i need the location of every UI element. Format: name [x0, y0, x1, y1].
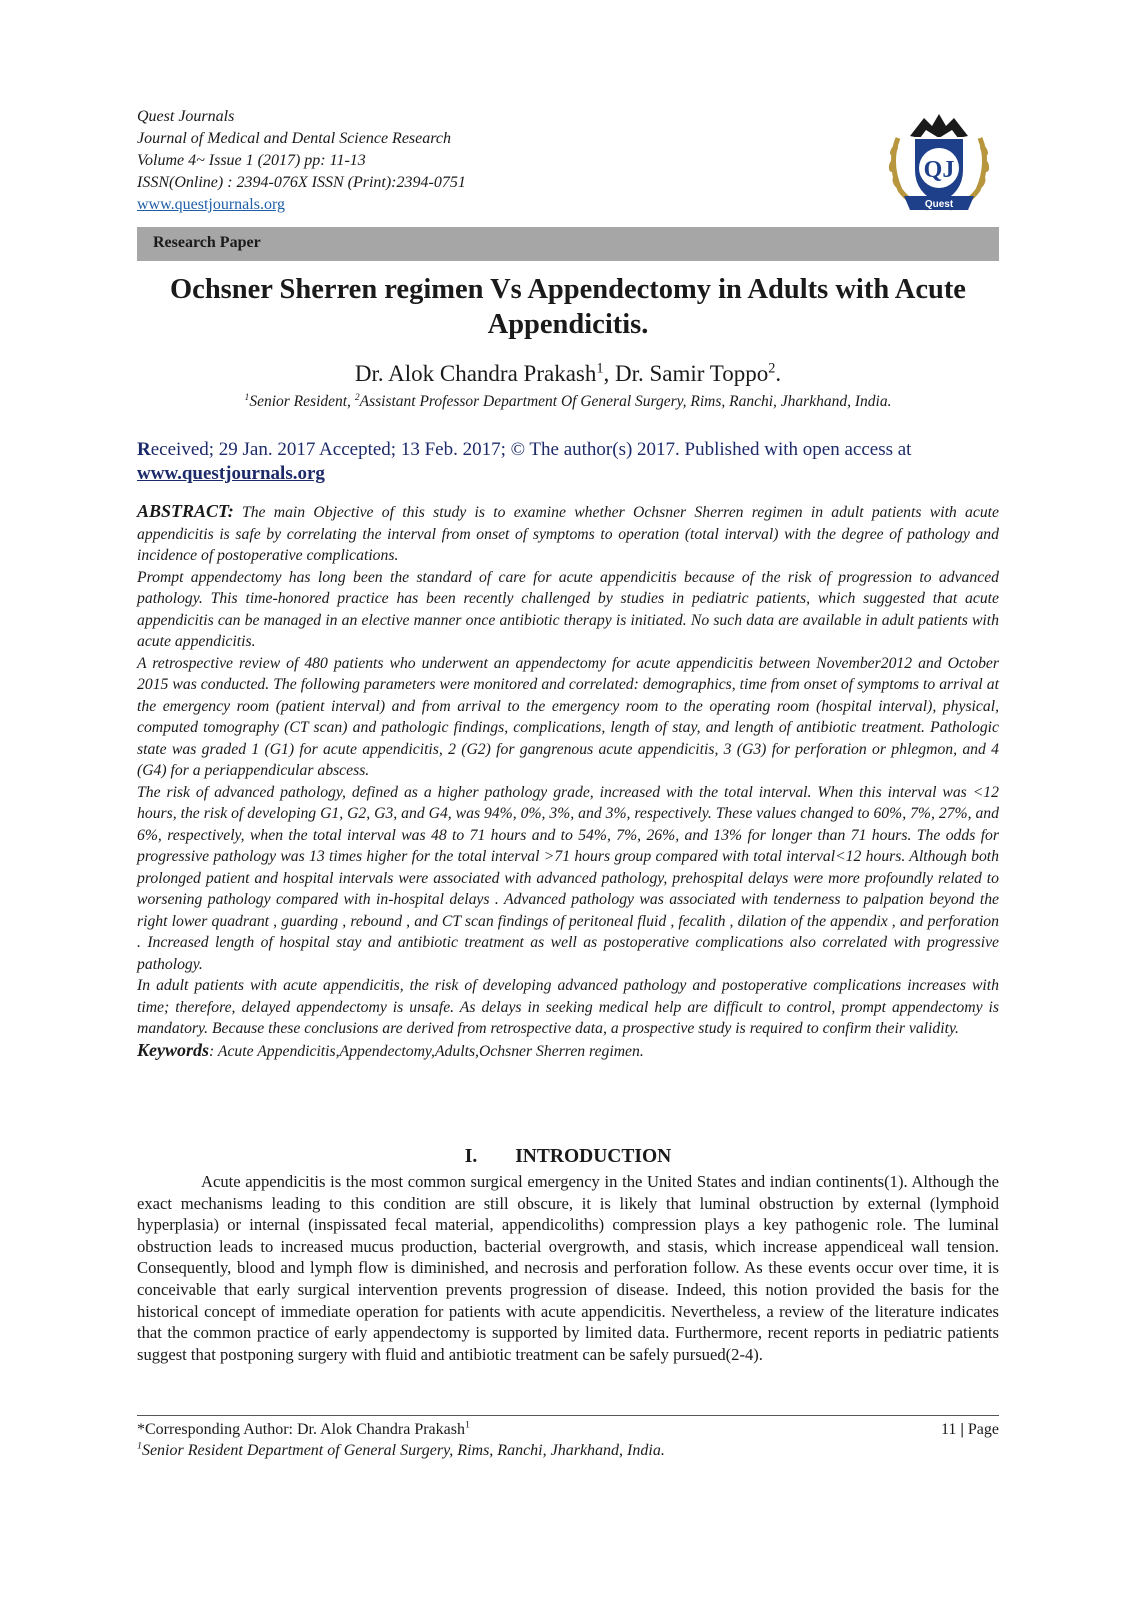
- received-initial: R: [137, 439, 151, 460]
- page-number: [941, 1419, 999, 1440]
- keywords-label: Keywords: [137, 1039, 209, 1060]
- introduction-paragraph: Acute appendicitis is the most common surgical emergency in the United States and indian continents(1). Although the exact mechanisms leading to this condition are still obscure, it is likely that luminal obstruction by external (lymphoid hyperplasia) or internal (inspissated fecal material, appendicoliths) compression plays a key pathogenic role. The luminal obstruction leads to increased mucus production, bacterial overgrowth, and stasis, which increase appendiceal wall tension. Consequently, blood and lymph flow is diminished, and necrosis and perforation follow. As these events occur over time, it is conceivable that early surgical intervention prevents progression of disease. Indeed, this notion provided the basis for the historical concept of immediate operation for patients with acute appendicitis. Nevertheless, a review of the literature indicates that the common practice of early appendectomy is supported by limited data. Furthermore, recent reports in pediatric patients suggest that postponing surgery with fluid and antibiotic treatment can be safely pursued(2-4).: [137, 1172, 999, 1364]
- abstract-p2: Prompt appendectomy has long been the standard of care for acute appendicitis because of the risk of progression to advanced pathology. This time-honored practice has been recently challenged by studies in pediatric patients, which suggested that acute appendicitis can be managed in an elective manner once antibiotic therapy is initiated. No such data are available in adult patients with acute appendicitis.: [137, 568, 999, 650]
- journal-issn: ISSN(Online) : 2394-076X ISSN (Print):2394-0751: [137, 174, 466, 191]
- page-number-value: 11: [940, 1421, 957, 1438]
- page-number-label: Page: [967, 1421, 999, 1438]
- paper-title: Ochsner Sherren regimen Vs Appendectomy in Adults with Acute Appendicitis.: [170, 274, 966, 340]
- corresponding-author-text: *Corresponding Author: Dr. Alok Chandra Prakash: [137, 1421, 465, 1438]
- paper-type-label: Research Paper: [153, 234, 261, 251]
- author-sep: ,: [603, 361, 615, 386]
- corresponding-author: [137, 1419, 470, 1440]
- abstract-label: ABSTRACT:: [137, 501, 234, 521]
- section-number: I.: [464, 1146, 478, 1167]
- received-line: [137, 438, 999, 486]
- affil-sup-2: 2: [354, 391, 360, 403]
- journal-volume: Volume 4~ Issue 1 (2017) pp: 11-13: [137, 152, 366, 169]
- author-1: Dr. Alok Chandra Prakash: [354, 361, 597, 386]
- footer-affiliation: [137, 1440, 999, 1461]
- paper-type-bar: [137, 227, 999, 261]
- footer-divider: [137, 1415, 999, 1416]
- svg-text:Quest: Quest: [924, 199, 954, 210]
- abstract: [137, 501, 999, 1062]
- svg-text:QJ: QJ: [923, 157, 955, 183]
- keywords-text: : Acute Appendicitis,Appendectomy,Adults,Ochsner Sherren regimen.: [209, 1042, 644, 1060]
- corresponding-author-sup: 1: [464, 1419, 470, 1431]
- affil-role-1: Senior Resident,: [249, 393, 355, 410]
- author-1-sup: 1: [596, 360, 604, 377]
- section-heading-introduction: [137, 1146, 999, 1168]
- received-text: eceived; 29 Jan. 2017 Accepted; 13 Feb. 2017; © The author(s) 2017. Published with open access at: [150, 439, 912, 460]
- received-journal-link[interactable]: www.questjournals.org: [137, 463, 325, 484]
- abstract-p3: A retrospective review of 480 patients who underwent an appendectomy for acute appendicitis between November2012 and October 2015 was conducted. The following parameters were monitored and correlated: demographics, time from onset of symptoms to arrival at the emergency room (patient interval) and from arrival to the emergency room to the operating room (hospital interval), physical, computed tomography (CT scan) and pathologic findings, complications, length of stay, and length of antibiotic treatment. Pathologic state was graded 1 (G1) for acute appendicitis, 2 (G2) for gangrenous acute appendicitis, 3 (G3) for perforation or phlegmon, and 4 (G4) for a periappendicular abscess.: [137, 654, 999, 779]
- journal-subtitle: Journal of Medical and Dental Science Research: [137, 130, 451, 147]
- page-footer: [137, 1419, 999, 1461]
- journal-header: [137, 106, 999, 216]
- journal-url-link[interactable]: www.questjournals.org: [137, 196, 285, 213]
- footer-affiliation-text: Senior Resident Department of General Surgery, Rims, Ranchi, Jharkhand, India.: [141, 1442, 665, 1459]
- author-end: .: [775, 361, 782, 386]
- abstract-p5: In adult patients with acute appendicitis, the risk of developing advanced pathology and postoperative complications increases with time; therefore, delayed appendectomy is unsafe. As delays in seeking medical help are difficult to control, prompt appendectomy is mandatory. Because these conclusions are derived from retrospective data, a prospective study is required to confirm their validity.: [137, 977, 999, 1037]
- quest-logo-icon: [880, 108, 998, 218]
- abstract-p1: The main Objective of this study is to examine whether Ochsner Sherren regimen in adult patients with acute appendicitis is safe by correlating the interval from onset of symptoms to operation (total interval) with the degree of pathology and incidence of postoperative complications.: [137, 504, 1000, 564]
- journal-name: Quest Journals: [137, 108, 235, 125]
- footer-affiliation-sup: 1: [137, 1440, 142, 1452]
- affil-sup-1: 1: [244, 391, 250, 403]
- introduction-body: [137, 1171, 999, 1365]
- affil-role-2: Assistant Professor Department Of General Surgery, Rims, Ranchi, Jharkhand, India.: [359, 393, 892, 410]
- page-number-separator: |: [960, 1421, 964, 1438]
- section-title-text: INTRODUCTION: [515, 1146, 672, 1167]
- author-affiliation: [137, 392, 999, 412]
- author-list: [137, 359, 999, 389]
- author-2-sup: 2: [768, 360, 776, 377]
- author-2: Dr. Samir Toppo: [615, 361, 769, 386]
- keywords: [137, 1040, 999, 1063]
- abstract-p4: The risk of advanced pathology, defined as a higher pathology grade, increased with the total interval. When this interval was <12 hours, the risk of developing G1, G2, G3, and G4, was 94%, 0%, 3%, and 3%, respectively. These values changed to 60%, 7%, 27%, and 6%, respectively, when the total interval was 48 to 71 hours and to 54%, 7%, 26%, and 13% for longer than 71 hours. The odds for progressive pathology was 13 times higher for the total interval >71 hours group compared with total interval<12 hours. Although both prolonged patient and hospital intervals were associated with advanced pathology, prehospital delays were more profoundly related to worsening pathology compared with in-hospital delays . Advanced pathology was associated with tenderness to palpation beyond the right lower quadrant , guarding , rebound , and CT scan findings of peritoneal fluid , fecalith , dilation of the appendix , and perforation . Increased length of hospital stay and antibiotic treatment as well as postoperative complications also correlated with progressive pathology.: [137, 783, 999, 973]
